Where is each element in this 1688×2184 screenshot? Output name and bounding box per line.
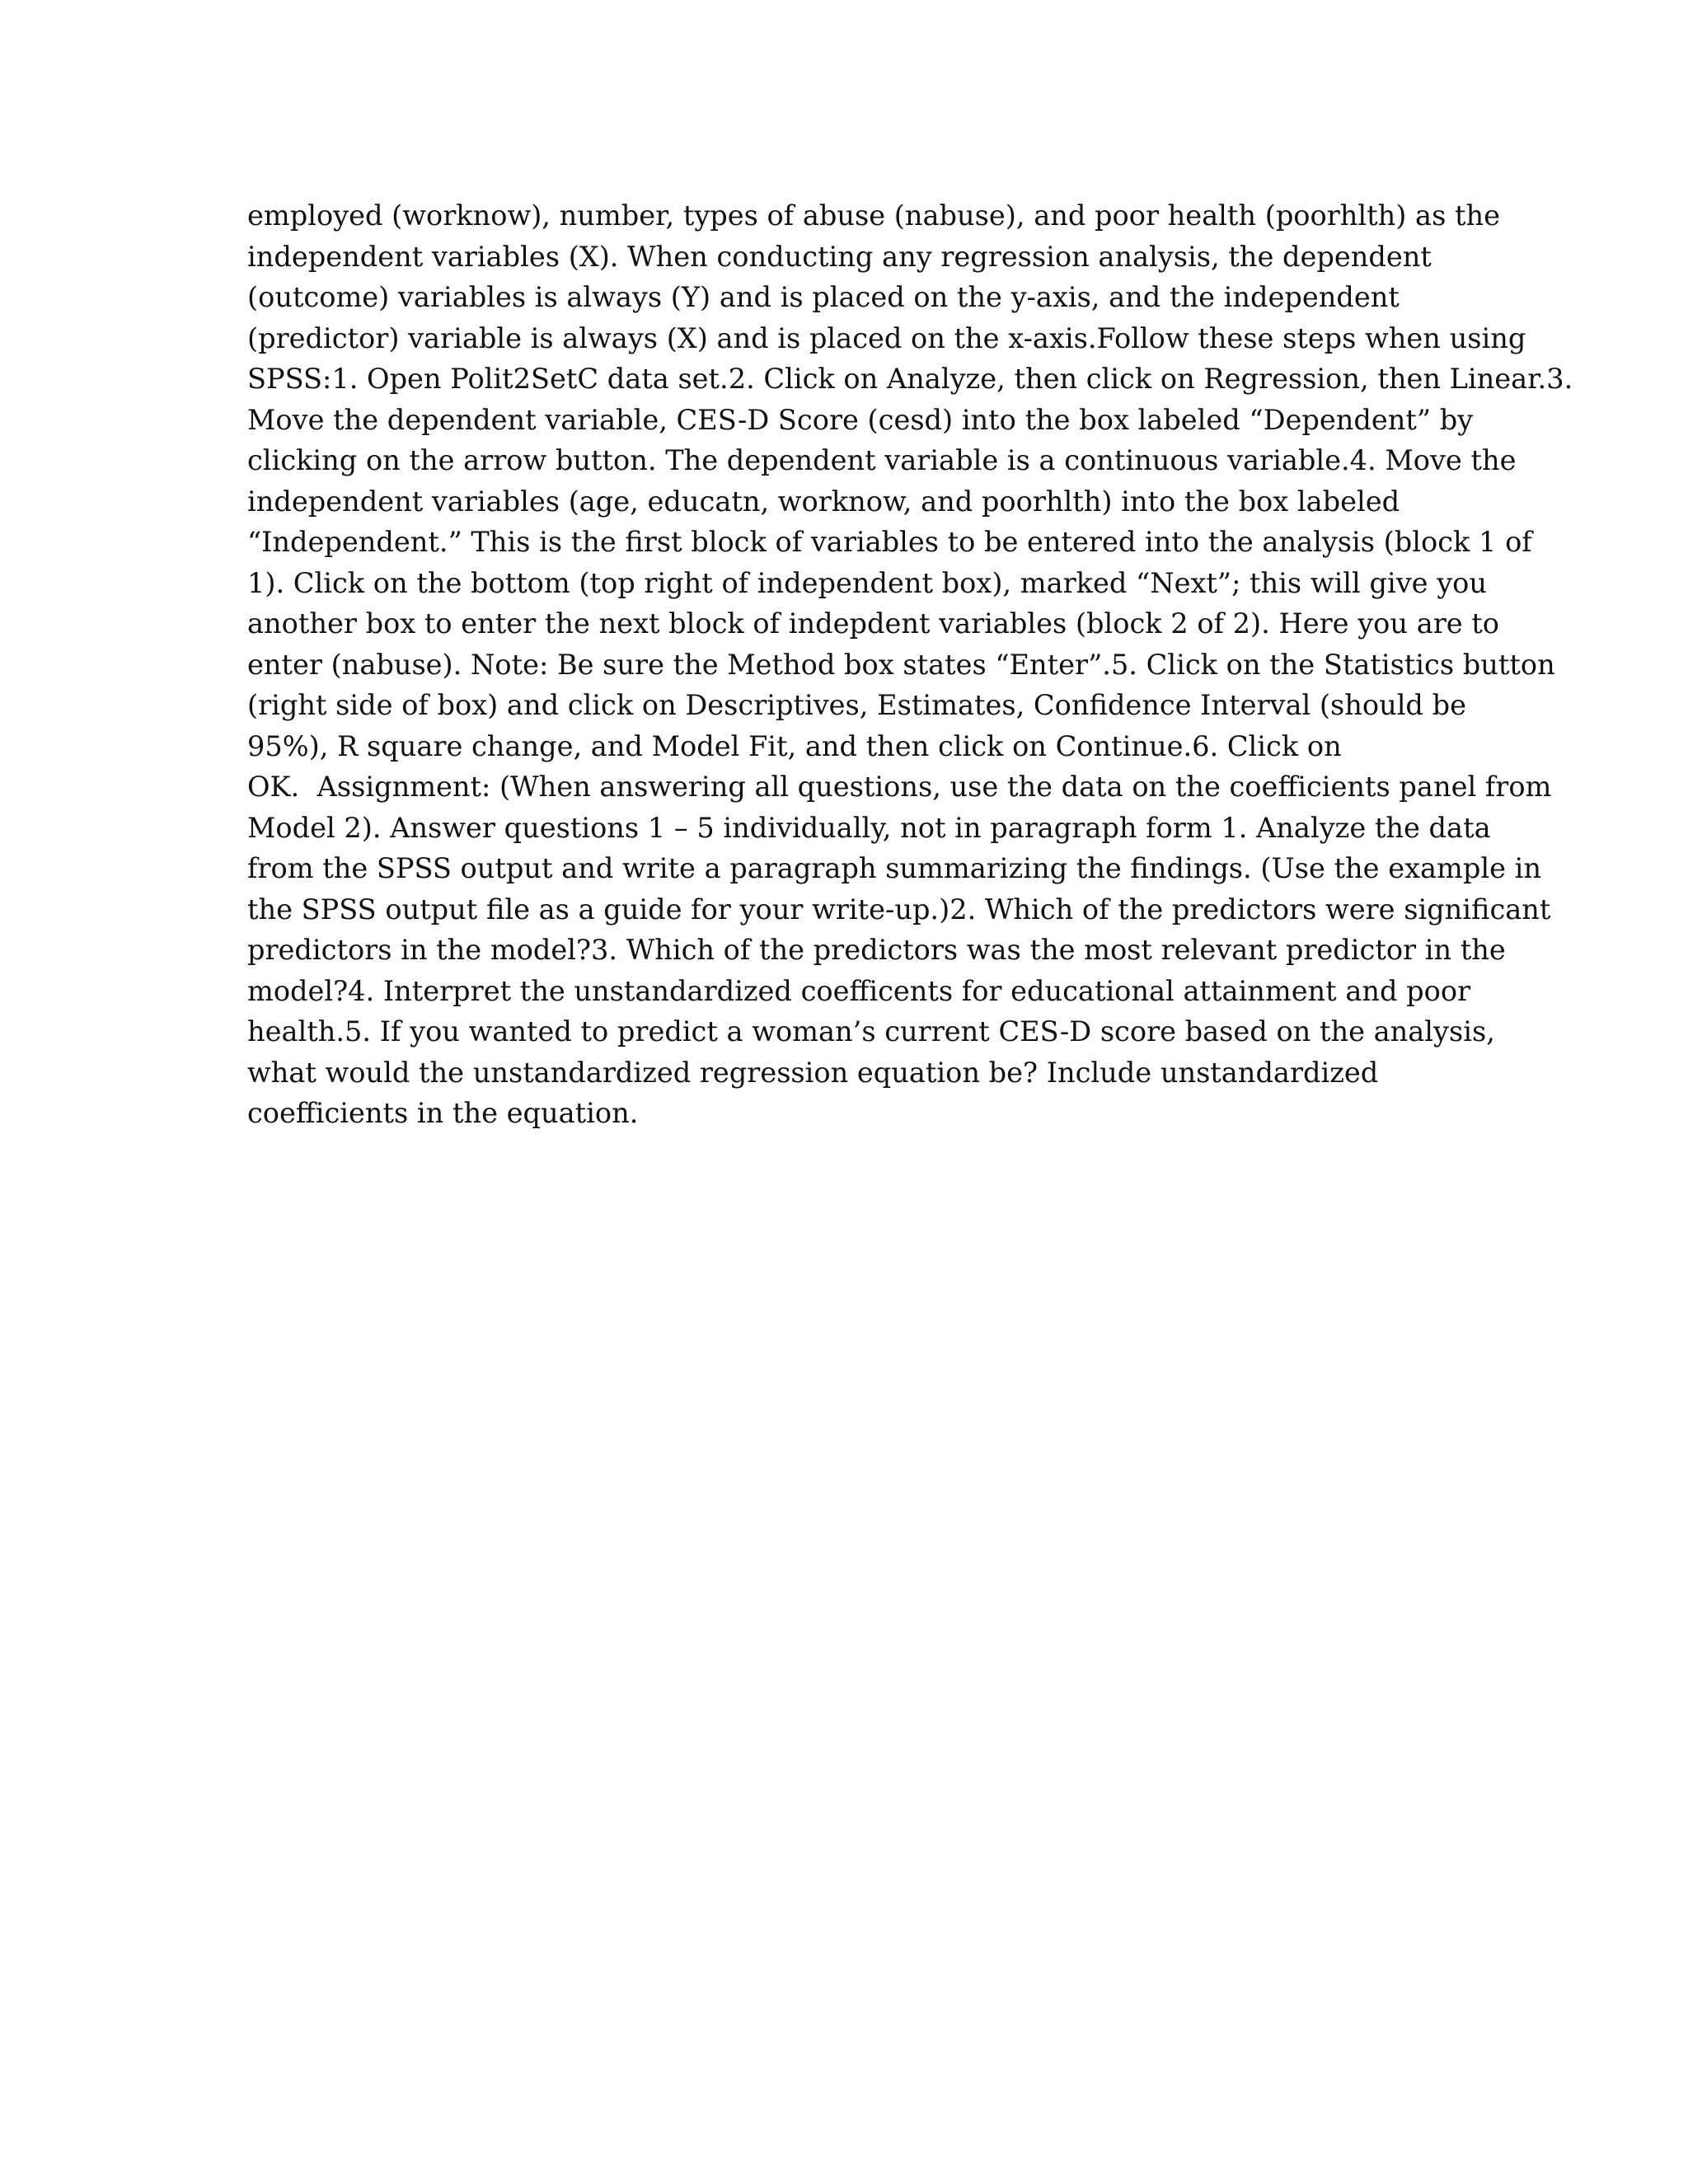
text-line-20: model?4. Interpret the unstandardized coefficents for educational attainment and poor <box>247 974 1471 1007</box>
text-line-18: the SPSS output file as a guide for your write-up.)2. Which of the predictors were significant <box>247 893 1551 926</box>
text-line-5: SPSS:1. Open Polit2SetC data set.2. Click on Analyze, then click on Regression, then Linear.3. <box>247 363 1573 395</box>
text-line-22: what would the unstandardized regression equation be? Include unstandardized <box>247 1056 1379 1089</box>
text-line-12: enter (nabuse). Note: Be sure the Method box states “Enter”.5. Click on the Statistics button <box>247 648 1555 681</box>
text-line-23: coefficients in the equation. <box>247 1097 639 1129</box>
assignment-text <box>247 195 1573 1134</box>
text-line-3: (outcome) variables is always (Y) and is placed on the y-axis, and the independent <box>247 281 1400 313</box>
text-line-19: predictors in the model?3. Which of the predictors was the most relevant predictor in the <box>247 934 1506 966</box>
text-line-21: health.5. If you wanted to predict a woman’s current CES-D score based on the analysis, <box>247 1015 1495 1047</box>
text-line-14: 95%), R square change, and Model Fit, and then click on Continue.6. Click on <box>247 729 1342 762</box>
text-line-10: 1). Click on the bottom (top right of independent box), marked “Next”; this will give you <box>247 566 1488 599</box>
text-line-9: “Independent.” This is the first block of variables to be entered into the analysis (block 1 of <box>247 526 1532 558</box>
text-line-17: from the SPSS output and write a paragraph summarizing the findings. (Use the example in <box>247 852 1542 884</box>
text-line-13: (right side of box) and click on Descriptives, Estimates, Confidence Interval (should be <box>247 689 1466 721</box>
text-line-8: independent variables (age, educatn, worknow, and poorhlth) into the box labeled <box>247 485 1400 518</box>
text-line-6: Move the dependent variable, CES-D Score (cesd) into the box labeled “Dependent” by <box>247 403 1474 436</box>
text-line-7: clicking on the arrow button. The dependent variable is a continuous variable.4. Move the <box>247 444 1517 476</box>
text-line-4: (predictor) variable is always (X) and is placed on the x-axis.Follow these steps when using <box>247 321 1526 354</box>
text-line-1: employed (worknow), number, types of abuse (nabuse), and poor health (poorhlth) as the <box>247 199 1500 232</box>
text-line-2: independent variables (X). When conducting any regression analysis, the dependent <box>247 240 1432 273</box>
text-line-16: Model 2). Answer questions 1 – 5 individually, not in paragraph form 1. Analyze the data <box>247 811 1491 844</box>
text-line-11: another box to enter the next block of indepdent variables (block 2 of 2). Here you are to <box>247 607 1500 640</box>
text-line-15: OK. Assignment: (When answering all questions, use the data on the coefficients panel from <box>247 771 1552 803</box>
